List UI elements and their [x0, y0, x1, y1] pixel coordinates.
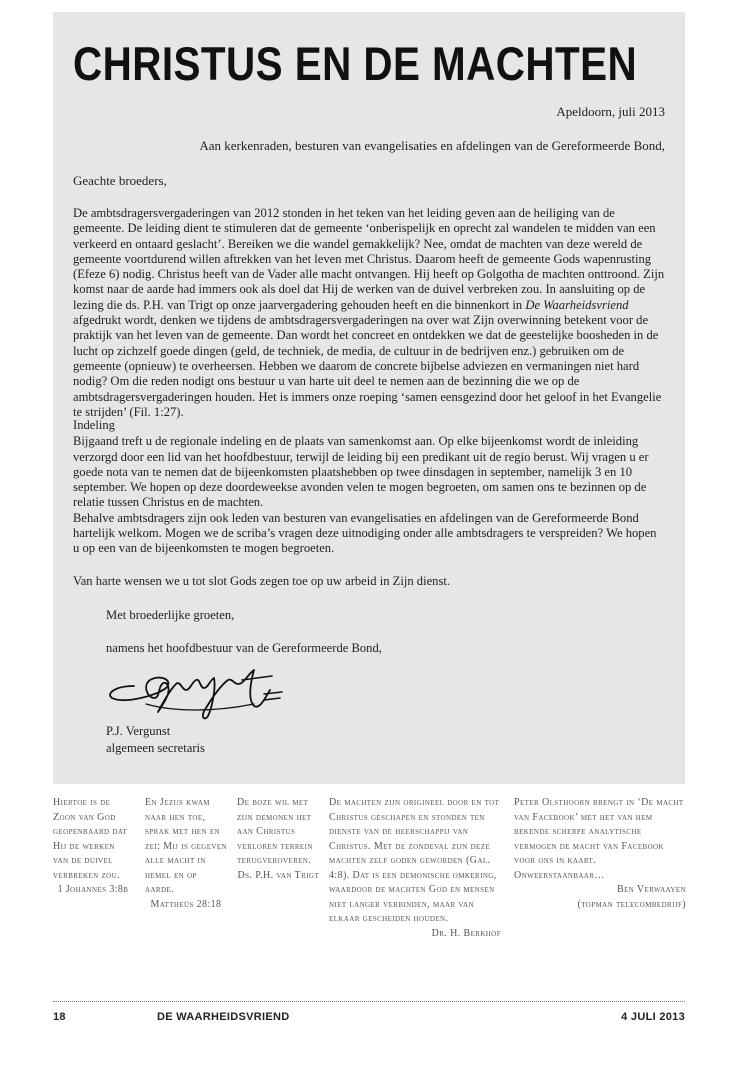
- footer-publication: DE WAARHEIDSVRIEND: [157, 1011, 290, 1023]
- section-indeling: [73, 418, 665, 557]
- quote-3-text: De boze wil met zijn demonen het aan Christus verloren terrein terugveroveren.: [237, 797, 313, 866]
- paragraph-intro-text-2: afgedrukt wordt, denken we tijdens de ambtsdragersvergaderingen na over wat Zijn overwinning betekent voor de praktijk van het leven van de gemeente. Dan wordt het concreet en ontdekken we dat de geestelijke boosheden in de lucht op zichzelf goede dingen (geld, de techniek, de media, de cultuur in de bedrijven enz.) gebruiken om de gemeente (opnieuw) te overheersen. Hebben we daarom de concrete bijbelse adviezen en vermaningen niet hard nodig? Om die reden nodigt ons bestuur u van harte uit deel te nemen aan de bezinning die we op de ambtsdragersvergaderingen houden. Het is immers onze roeping ‘samen eensgezind door het geloof in het Evangelie te strijden’ (Fil. 1:27).: [73, 313, 662, 419]
- quote-5-attribution-role: (topman telecombedrijf): [577, 898, 686, 910]
- address-line: Aan kerkenraden, besturen van evangelisaties en afdelingen van de Gereformeerde Bond,: [199, 138, 665, 153]
- closing-greeting: Met broederlijke groeten,: [106, 608, 235, 622]
- quote-2-text: En Jezus kwam naar hen toe, sprak met hen en zei: Mij is gegeven alle macht in hemel en op aarde.: [145, 797, 227, 895]
- quote-1-text: Hiertoe is de Zoon van God geopenbaard dat Hij de werken van de duivel verbreken zou.: [53, 797, 128, 881]
- signatory-name: P.J. Vergunst: [106, 724, 171, 738]
- footer-divider: [53, 1001, 685, 1002]
- closing-on-behalf: namens het hoofdbestuur van de Gereformeerde Bond,: [106, 641, 382, 655]
- quote-2-attribution: Mattheüs 28:18: [150, 898, 222, 910]
- paragraph-blessing: [73, 574, 665, 589]
- signatory-role: algemeen secretaris: [106, 741, 205, 755]
- quote-4-text: De machten zijn origineel door en tot Christus geschapen en stonden ten dienste van de heerschappij van Christus. Met de zondeval zijn deze machten zelf goden geworden (Gal. 4:8). Dat is een demonische omkering, waardoor de machten God en mensen niet langer verbinden, maar van elkaar gescheiden houden.: [329, 797, 500, 924]
- signatory: [106, 723, 205, 757]
- blessing-text: Van harte wensen we u tot slot Gods zegen toe op uw arbeid in Zijn dienst.: [73, 574, 451, 588]
- quote-5: [514, 796, 686, 912]
- quote-3-attribution: Ds. P.H. van Trigt: [237, 869, 319, 881]
- paragraph-welcome: Behalve ambtsdragers zijn ook leden van besturen van evangelisaties en afdelingen van de Gereformeerde Bond hartelijk welkom. Mogen we de scriba’s vragen deze uitnodiging onder alle ambtsdragers te verspreiden? We hopen u op een van de bijeenkomsten te mogen begroeten.: [73, 510, 657, 556]
- paragraph-intro-text-1: De ambtsdragersvergaderingen van 2012 stonden in het teken van het leiding geven aan de heiliging van de gemeente. De leiding dient te stimuleren dat de gemeente ‘onberispelijk en oprecht zal wandelen te midden van een verkeerd en ontaard geslacht’. Bereiken we die wandel gemakkelijk? Nee, omdat de machten van deze wereld de gemeente voortdurend willen aftrekken van het leven met Christus. Daarom heeft de gemeente Gods wapenrusting (Efeze 6) nodig. Christus heeft van de Vader alle macht ontvangen. Hij heeft op Golgotha de machten onttroond. Zijn komst naar de aarde had immers ook als doel dat Hij de werken van de duivel verbreken zou. In aansluiting op de lezing die ds. P.H. van Trigt op onze jaarvergadering gehouden heeft en die binnenkort in: [73, 206, 665, 312]
- signature-image: [104, 660, 294, 726]
- quote-1-attribution: 1 Johannes 3:8b: [57, 884, 129, 895]
- quote-5-text: Peter Olsthoorn brengt in ‘De macht van Facebook’ met het van hem bekende scherpe analytische vermogen de macht van Facebook voor ons in kaart. Onweerstaanbaar…: [514, 797, 684, 881]
- salutation: Geachte broeders,: [73, 173, 167, 188]
- section-heading: Indeling: [73, 418, 115, 432]
- paragraph-indeling: Bijgaand treft u de regionale indeling en de plaats van samenkomst aan. Op elke bijeenkomst wordt de inleiding verzorgd door een lid van het hoofdbestuur, terwijl de leiding bij een predikant uit de regio berust. Wij vragen u er goede nota van te nemen dat de bijeenkomsten plaatshebben op twee dinsdagen in september, namelijk 3 en 10 september. We hopen op deze doordeweekse avonden velen te mogen begroeten, om samen ons te bezinnen op de relatie tussen Christus en de machten.: [73, 434, 649, 510]
- page-title: CHRISTUS EN DE MACHTEN: [73, 37, 638, 90]
- quote-4: [329, 796, 501, 941]
- quote-2: [145, 796, 227, 912]
- quote-1: [53, 796, 133, 898]
- publication-reference: De Waarheidsvriend: [525, 297, 629, 312]
- paragraph-intro: [73, 206, 665, 420]
- quote-5-attribution: Ben Verwaayen: [617, 884, 686, 895]
- quote-3: [237, 796, 319, 883]
- footer-date: 4 JULI 2013: [621, 1011, 685, 1023]
- place-date: Apeldoorn, juli 2013: [556, 104, 665, 119]
- footer-page-number: 18: [53, 1011, 66, 1023]
- quote-4-attribution: Dr. H. Berkhof: [431, 927, 501, 939]
